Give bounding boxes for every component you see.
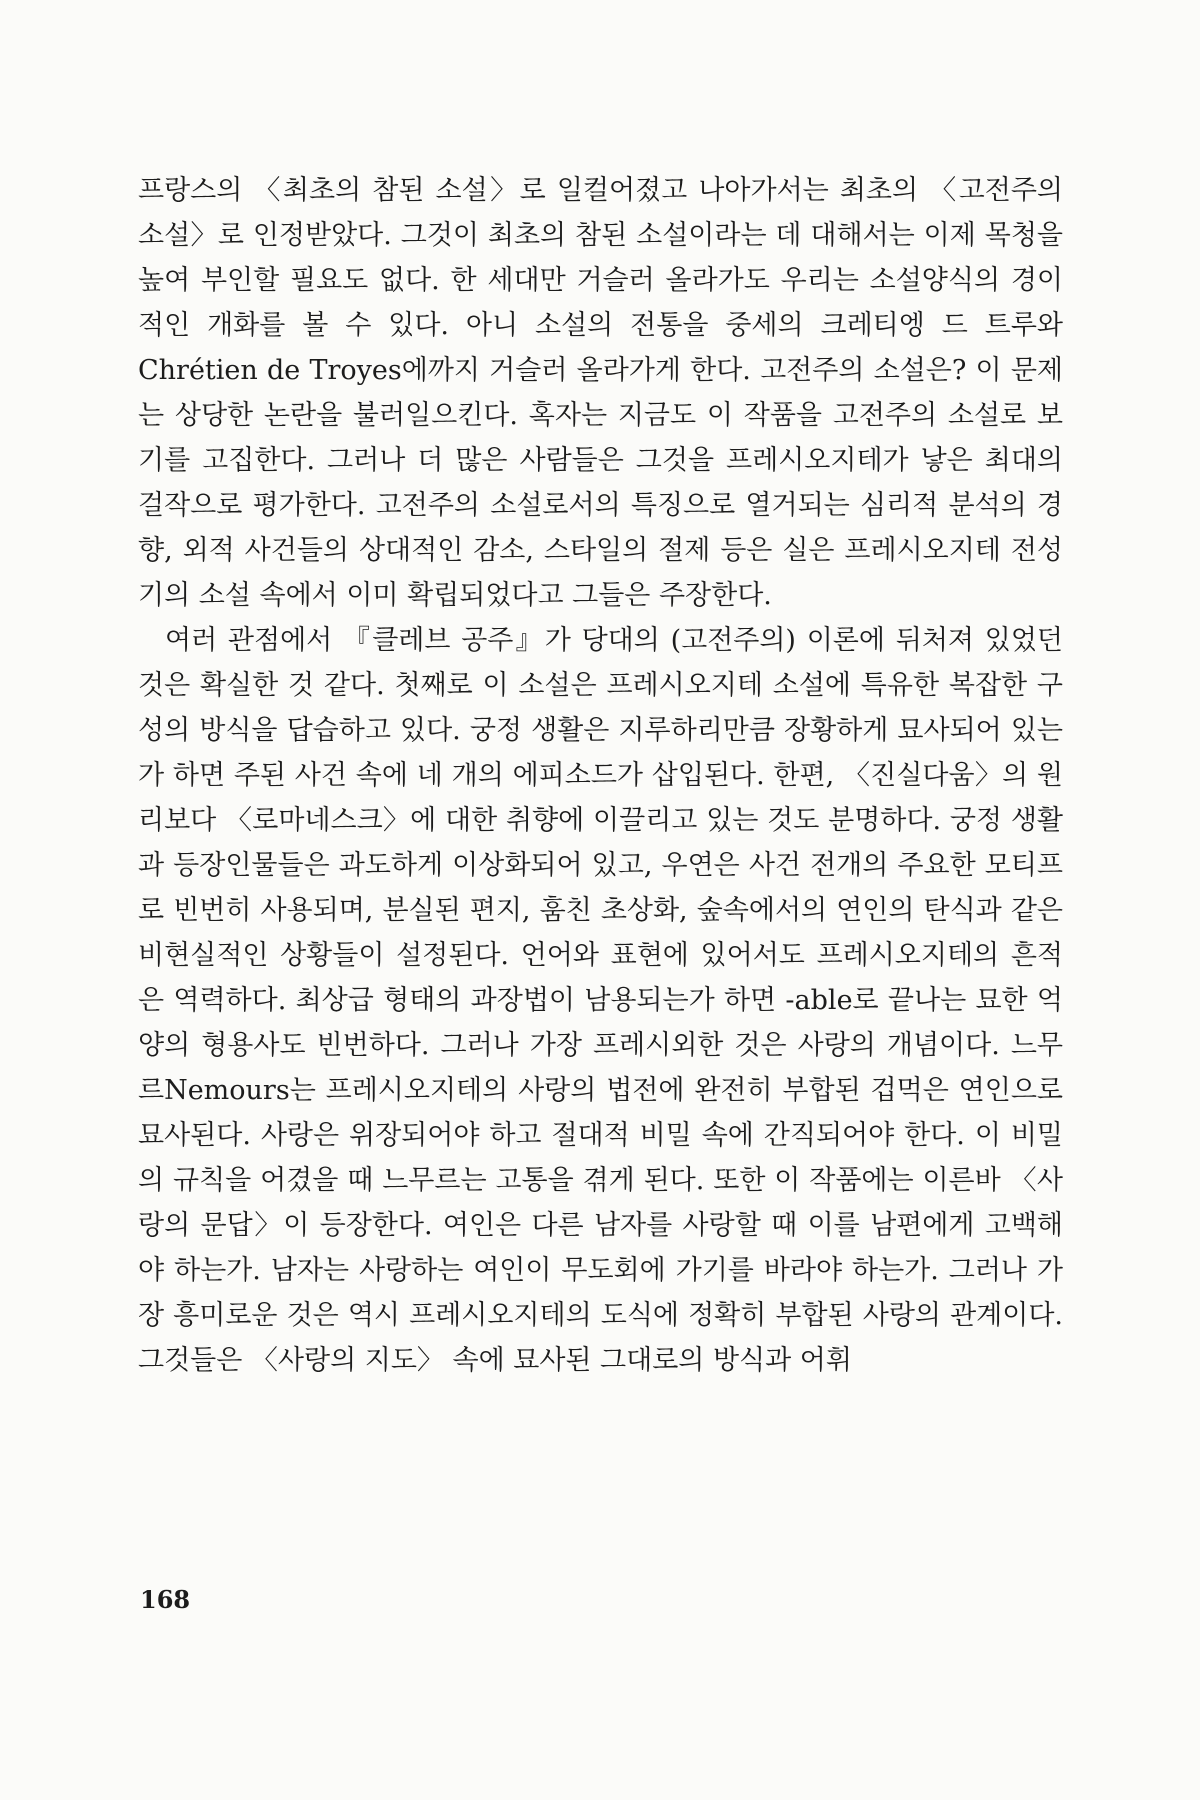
page-number: 168 — [140, 1585, 191, 1614]
body-text — [138, 168, 1063, 1383]
paragraph-2: 여러 관점에서 『클레브 공주』가 당대의 (고전주의) 이론에 뒤처져 있었던 것은 확실한 것 같다. 첫째로 이 소설은 프레시오지테 소설에 특유한 복잡한 구성의 방식을 답습하고 있다. 궁정 생활은 지루하리만큼 장황하게 묘사되어 있는가 하면 주된 사건 속에 네 개의 에피소드가 삽입된다. 한편, 〈진실다움〉의 원리보다 〈로마네스크〉에 대한 취향에 이끌리고 있는 것도 분명하다. 궁정 생활과 등장인물들은 과도하게 이상화되어 있고, 우연은 사건 전개의 주요한 모티프로 빈번히 사용되며, 분실된 편지, 훔친 초상화, 숲속에서의 연인의 탄식과 같은 비현실적인 상황들이 설정된다. 언어와 표현에 있어서도 프레시오지테의 흔적은 역력하다. 최상급 형태의 과장법이 남용되는가 하면 -able로 끝나는 묘한 억양의 형용사도 빈번하다. 그러나 가장 프레시외한 것은 사랑의 개념이다. 느무르Nemours는 프레시오지테의 사랑의 법전에 완전히 부합된 겁먹은 연인으로 묘사된다. 사랑은 위장되어야 하고 절대적 비밀 속에 간직되어야 한다. 이 비밀의 규칙을 어겼을 때 느무르는 고통을 겪게 된다. 또한 이 작품에는 이른바 〈사랑의 문답〉이 등장한다. 여인은 다른 남자를 사랑할 때 이를 남편에게 고백해야 하는가. 남자는 사랑하는 여인이 무도회에 가기를 바라야 하는가. 그러나 가장 흥미로운 것은 역시 프레시오지테의 도식에 정확히 부합된 사랑의 관계이다. 그것들은 〈사랑의 지도〉 속에 묘사된 그대로의 방식과 어휘 — [138, 625, 1063, 1376]
paragraph-1: 프랑스의 〈최초의 참된 소설〉로 일컬어졌고 나아가서는 최초의 〈고전주의 소설〉로 인정받았다. 그것이 최초의 참된 소설이라는 데 대해서는 이제 목청을 높여 부인할 필요도 없다. 한 세대만 거슬러 올라가도 우리는 소설양식의 경이적인 개화를 볼 수 있다. 아니 소설의 전통을 중세의 크레티엥 드 트루와 Chrétien de Troyes에까지 거슬러 올라가게 한다. 고전주의 소설은? 이 문제는 상당한 논란을 불러일으킨다. 혹자는 지금도 이 작품을 고전주의 소설로 보기를 고집한다. 그러나 더 많은 사람들은 그것을 프레시오지테가 낳은 최대의 걸작으로 평가한다. 고전주의 소설로서의 특징으로 열거되는 심리적 분석의 경향, 외적 사건들의 상대적인 감소, 스타일의 절제 등은 실은 프레시오지테 전성기의 소설 속에서 이미 확립되었다고 그들은 주장한다. — [138, 175, 1063, 611]
